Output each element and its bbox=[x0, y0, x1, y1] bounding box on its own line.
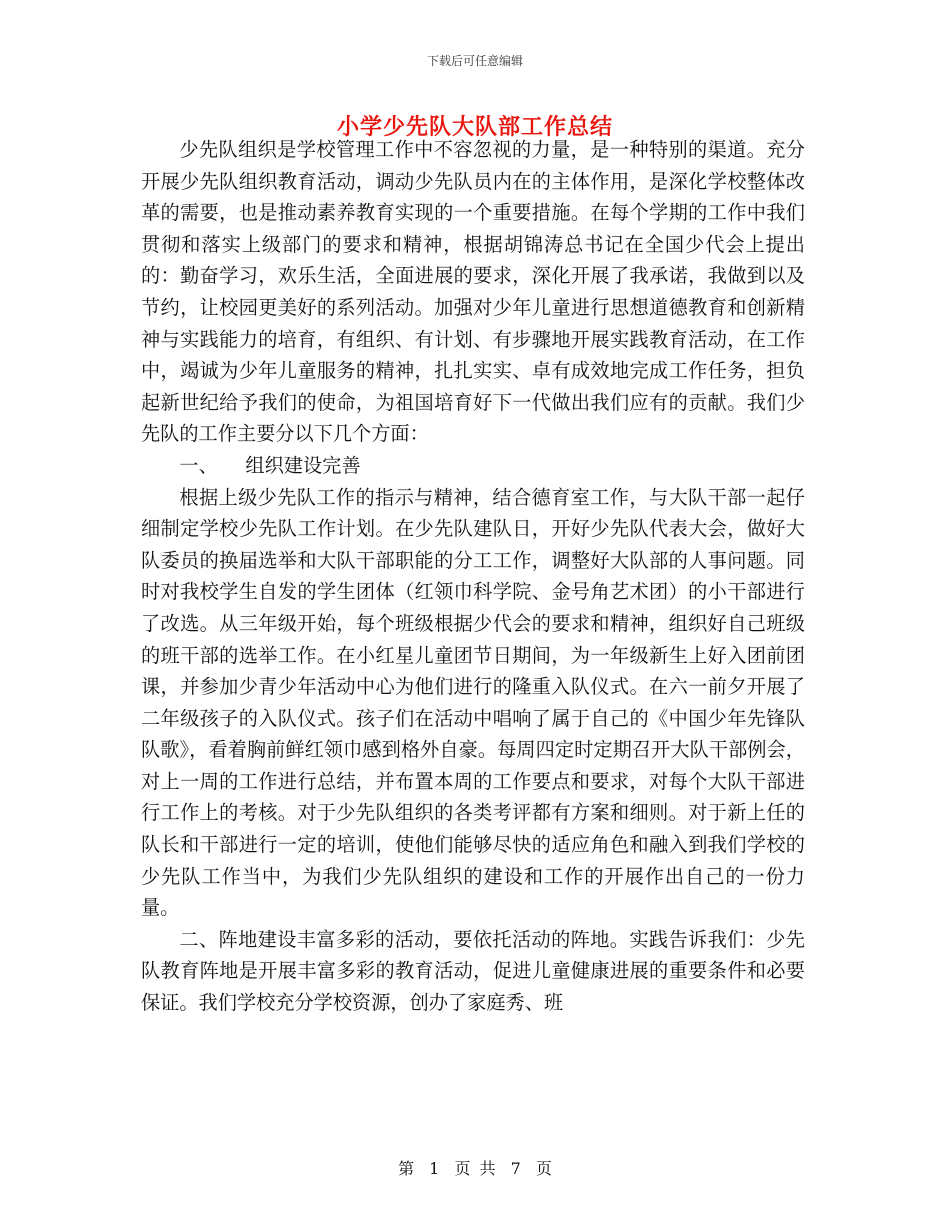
page-footer bbox=[0, 1156, 950, 1179]
section-1-number: 一、 bbox=[179, 453, 218, 477]
document-body bbox=[141, 134, 805, 1019]
section-2-paragraph: 二、阵地建设丰富多彩的活动，要依托活动的阵地。实践告诉我们：少先队教育阵地是开展丰富多彩的教育活动，促进儿童健康进展的重要条件和必要保证。我们学校充分学校资源，创办了家庭秀、班 bbox=[141, 927, 805, 1015]
section-1-title: 组织建设完善 bbox=[245, 453, 361, 477]
page-prefix: 第 bbox=[398, 1159, 415, 1178]
section-1-heading bbox=[141, 450, 805, 482]
page-mid: 页 共 bbox=[454, 1159, 496, 1178]
document-title: 小学少先队大队部工作总结 bbox=[336, 114, 613, 140]
page-total: 7 bbox=[510, 1159, 521, 1178]
page-suffix: 页 bbox=[535, 1159, 552, 1178]
page-header-note: 下载后可任意编辑 bbox=[426, 54, 523, 68]
page-current: 1 bbox=[429, 1159, 440, 1178]
section-1-paragraph: 根据上级少先队工作的指示与精神，结合德育室工作，与大队干部一起仔细制定学校少先队工作计划。在少先队建队日，开好少先队代表大会，做好大队委员的换届选举和大队干部职能的分工工作，调整好大队部的人事问题。同时对我校学生自发的学生团体（红领巾科学院、金号角艺术团）的小干部进行了改选。从三年级开始，每个班级根据少代会的要求和精神，组织好自己班级的班干部的选举工作。在小红星儿童团节日期间，为一年级新生上好入团前团课，并参加少青少年活动中心为他们进行的隆重入队仪式。在六一前夕开展了二年级孩子的入队仪式。孩子们在活动中唱响了属于自己的《中国少年先锋队队歌》，看着胸前鲜红领巾感到格外自豪。每周四定时定期召开大队干部例会，对上一周的工作进行总结，并布置本周的工作要点和要求，对每个大队干部进行工作上的考核。对于少先队组织的各类考评都有方案和细则。对于新上任的队长和干部进行一定的培训，使他们能够尽快的适应角色和融入到我们学校的少先队工作当中，为我们少先队组织的建设和工作的开展作出自己的一份力量。 bbox=[141, 485, 805, 920]
intro-paragraph: 少先队组织是学校管理工作中不容忽视的力量，是一种特别的渠道。充分开展少先队组织教育活动，调动少先队员内在的主体作用，是深化学校整体改革的需要，也是推动素养教育实现的一个重要措施。在每个学期的工作中我们贯彻和落实上级部门的要求和精神，根据胡锦涛总书记在全国少代会上提出的：勤奋学习，欢乐生活，全面进展的要求，深化开展了我承诺，我做到以及节约，让校园更美好的系列活动。加强对少年儿童进行思想道德教育和创新精神与实践能力的培育，有组织、有计划、有步骤地开展实践教育活动，在工作中，竭诚为少年儿童服务的精神，扎扎实实、卓有成效地完成工作任务，担负起新世纪给予我们的使命，为祖国培育好下一代做出我们应有的贡献。我们少先队的工作主要分以下几个方面： bbox=[141, 138, 805, 446]
